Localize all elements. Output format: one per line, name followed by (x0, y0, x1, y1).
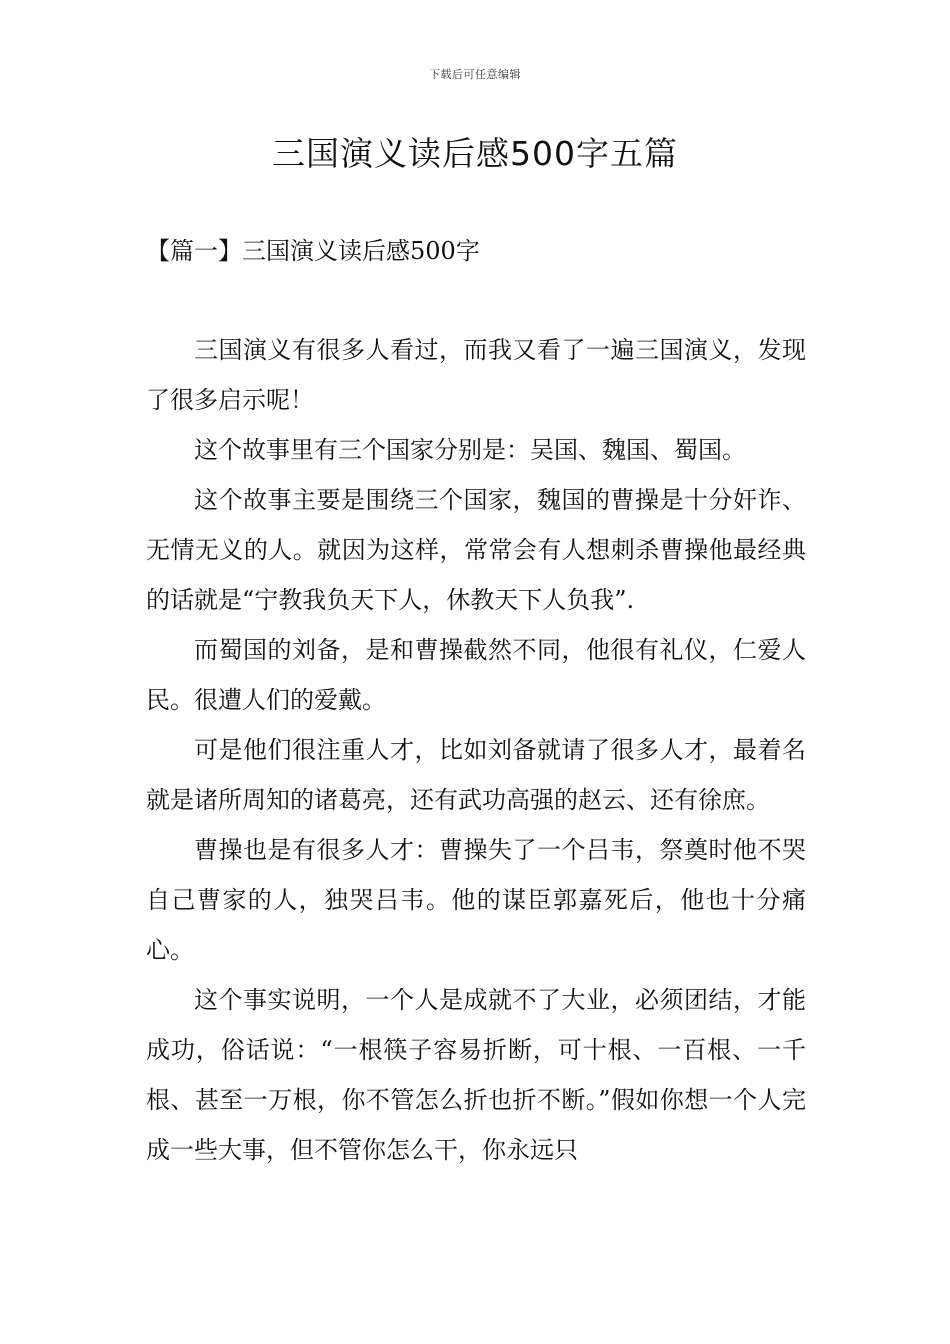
document-title: 三国演义读后感500字五篇 (272, 134, 678, 173)
body-text (146, 325, 806, 1175)
paragraph: 这个故事里有三个国家分别是：吴国、魏国、蜀国。 (194, 436, 746, 464)
paragraph: 这个事实说明，一个人是成就不了大业，必须团结，才能成功，俗话说：“一根筷子容易折断，可十根、一百根、一千根、甚至一万根，你不管怎么折也折不断。”假如你想一个人完成一些大事，但不管你怎么干，你永远只 (146, 986, 806, 1164)
paragraph: 三国演义有很多人看过，而我又看了一遍三国演义，发现了很多启示呢！ (146, 336, 806, 414)
paragraph: 可是他们很注重人才，比如刘备就请了很多人才，最着名就是诸所周知的诸葛亮，还有武功高强的赵云、还有徐庶。 (146, 736, 806, 814)
paragraph: 曹操也是有很多人才：曹操失了一个吕韦，祭奠时他不哭自己曹家的人，独哭吕韦。他的谋臣郭嘉死后，他也十分痛心。 (146, 836, 806, 964)
section-heading: 【篇一】三国演义读后感500字 (146, 237, 480, 265)
header-note: 下载后可任意编辑 (429, 68, 521, 81)
paragraph: 这个故事主要是围绕三个国家，魏国的曹操是十分奸诈、无情无义的人。就因为这样，常常会有人想刺杀曹操他最经典的话就是“宁教我负天下人，休教天下人负我”. (146, 486, 806, 614)
paragraph: 而蜀国的刘备，是和曹操截然不同，他很有礼仪，仁爱人民。很遭人们的爱戴。 (146, 636, 806, 714)
